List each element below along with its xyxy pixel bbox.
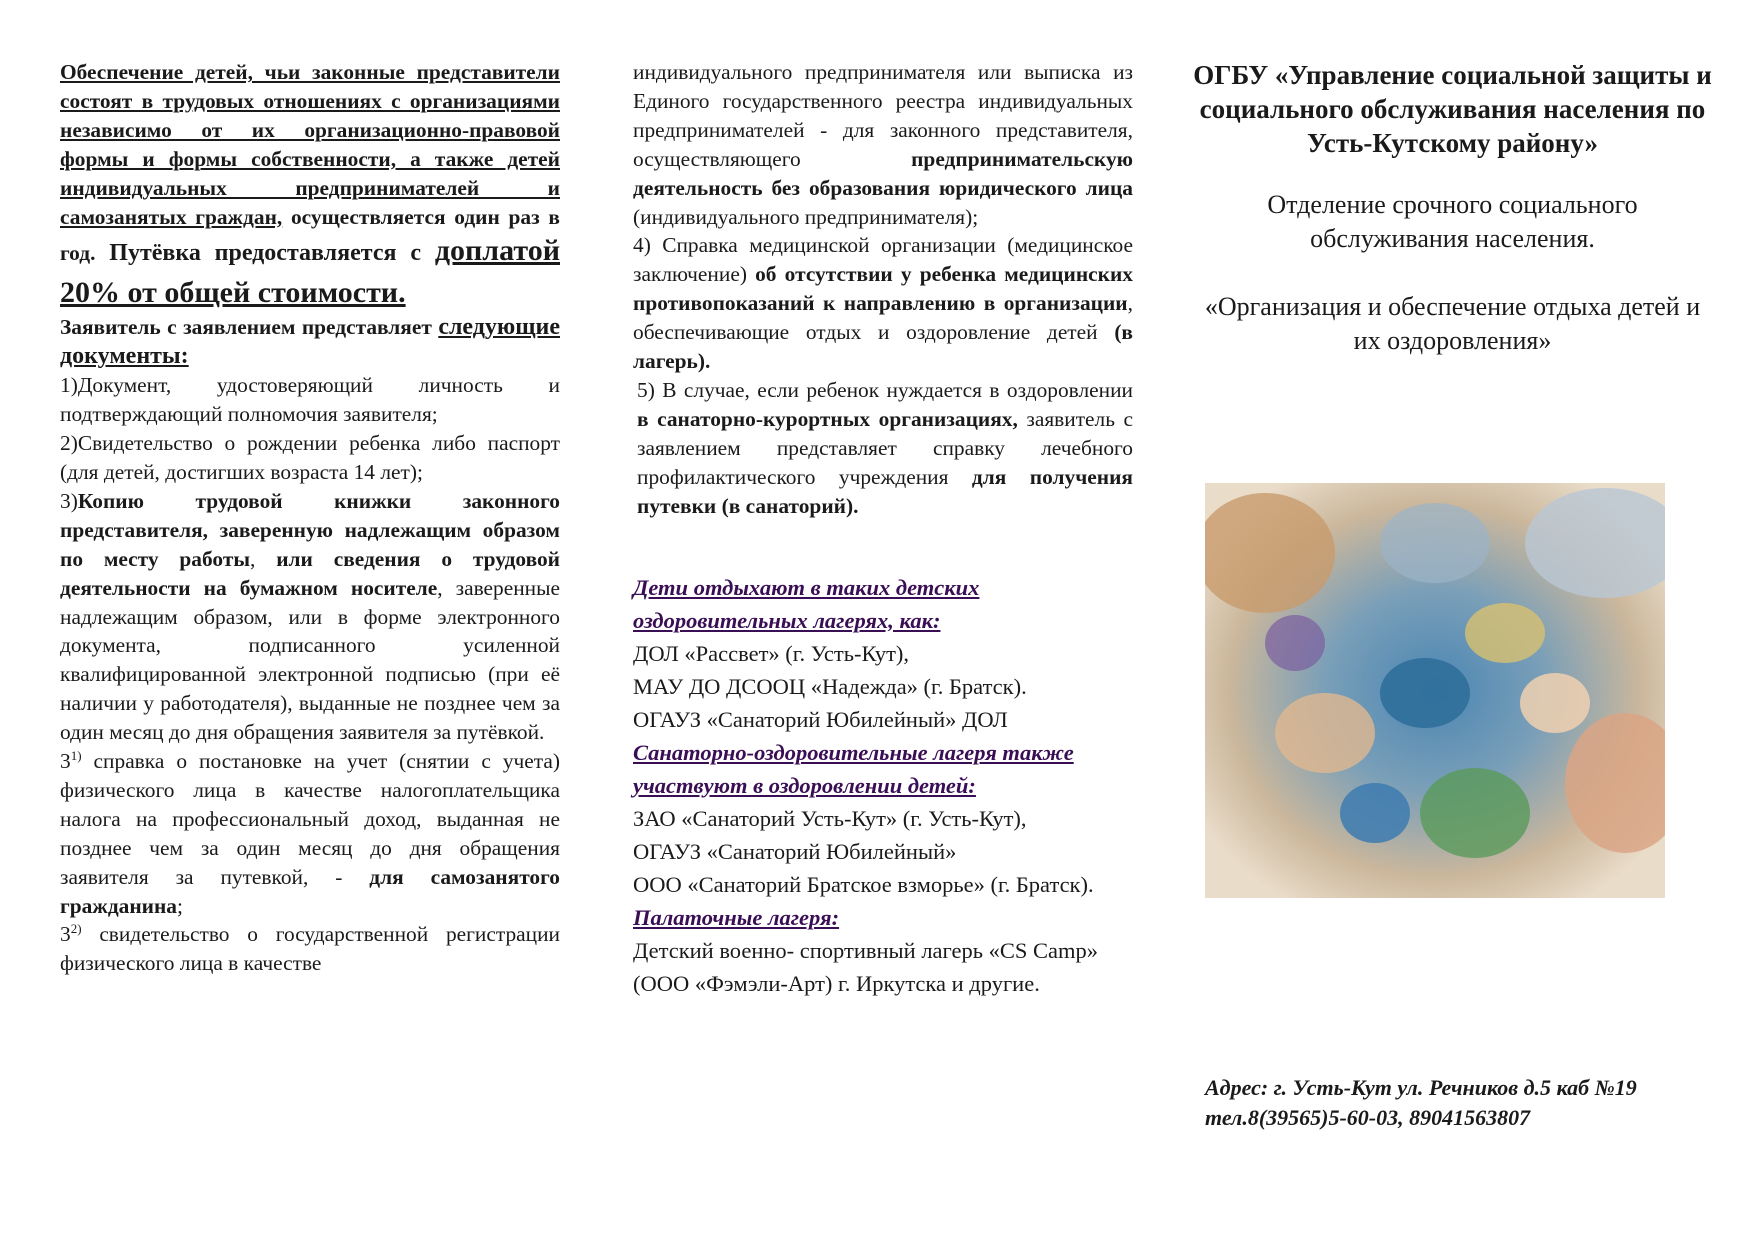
intro-paragraph — [60, 58, 560, 313]
doc-item-3-2-continued: индивидуального предпринимателя или выписка из Единого государственного реестра индивидуальных предпринимателей - для законного представителя, осуществляющего предпринимательскую деятельность без образования юридического лица (индивидуального предпринимателя); — [633, 60, 1133, 229]
camp-item: ДОЛ «Рассвет» (г. Усть-Кут), — [633, 640, 910, 666]
doc-item-5: 5) В случае, если ребенок нуждается в оздоровлении в санаторно-курортных организациях, заявитель с заявлением представляет справку лечебного профилактического учреждения для получения путевки (в санаторий). — [637, 377, 1133, 518]
eligibility-text: Обеспечение детей, чьи законные представители состоят в трудовых отношениях с организациями независимо от их организационно-правовой формы и формы собственности, а также детей индивидуальных предпринимателей и самозанятых граждан, — [60, 60, 560, 229]
doc-item-4: 4) Справка медицинской организации (медицинское заключение) об отсутствии у ребенка медицинских противопоказаний к направлению в организации, обеспечивающие отдых и оздоровление детей (в лагерь). — [633, 233, 1133, 374]
camp-item: ОГАУЗ «Санаторий Юбилейный» ДОЛ — [633, 706, 1008, 732]
children-photo — [1205, 483, 1665, 898]
children-hands-image — [1205, 483, 1665, 898]
sanatorium-item: ООО «Санаторий Братское взморье» (г. Братск). — [633, 871, 1094, 897]
surcharge-text: доплатой 20% от общей стоимости. — [60, 234, 560, 310]
voucher-text: Путёвка предоставляется с — [95, 240, 435, 267]
contact-address — [1205, 1073, 1725, 1133]
doc-item-1: 1)Документ, удостоверяющий личность и подтверждающий полномочия заявителя; — [60, 373, 560, 427]
address-line: Адрес: г. Усть-Кут ул. Речников д.5 каб №19 — [1205, 1075, 1637, 1100]
department-name: Отделение срочного социального обслуживания населения. — [1267, 190, 1638, 253]
sanatorium-heading: Санаторно-оздоровительные лагеря также участвуют в оздоровлении детей: — [633, 739, 1074, 798]
doc-item-3-1: 3$^{1)}$ справка о постановке на учет (снятии с учета) физического лица в качестве налогоплательщика налога на профессиональный доход, выданная не позднее чем за один месяц до дня обращения заявителя за путевкой, - для самозанятого гражданина; — [60, 747, 560, 918]
sanatorium-item: ЗАО «Санаторий Усть-Кут» (г. Усть-Кут), — [633, 805, 1027, 831]
tent-camp-item: Детский военно- спортивный лагерь «CS Camp» (ООО «Фэмэли-Арт) г. Иркутска и другие. — [633, 937, 1098, 996]
tent-camps-heading: Палаточные лагеря: — [633, 904, 840, 930]
phone-line: тел.8(39565)5-60-03, 89041563807 — [1205, 1105, 1531, 1130]
column-right — [1190, 58, 1715, 358]
doc-item-3: 3)Копию трудовой книжки законного представителя, заверенную надлежащим образом по месту работы, или сведения о трудовой деятельности на бумажном носителе, заверенные надлежащим образом, или в форме электронного документа, подписанного усиленной квалифицированной электронной подписью (при её наличии у работодателя), выданные не позднее чем за один месяц до дня обращения заявителя за путёвкой. — [60, 488, 560, 745]
program-title: «Организация и обеспечение отдыха детей и их оздоровления» — [1204, 292, 1701, 355]
camps-heading: Дети отдыхают в таких детских оздоровительных лагерях, как: — [633, 574, 980, 633]
sanatorium-item: ОГАУЗ «Санаторий Юбилейный» — [633, 838, 957, 864]
column-left — [60, 58, 560, 978]
documents-heading: Заявитель с заявлением представляет следующие документы: — [60, 314, 560, 370]
column-middle — [633, 58, 1133, 1000]
organization-title: ОГБУ «Управление социальной защиты и социального обслуживания населения по Усть-Кутскому району» — [1193, 60, 1712, 158]
doc-item-2: 2)Свидетельство о рождении ребенка либо паспорт (для детей, достигших возраста 14 лет); — [60, 431, 560, 484]
camp-item: МАУ ДО ДСООЦ «Надежда» (г. Братск). — [633, 673, 1027, 699]
frequency-text: осуществляется один раз в год. — [60, 204, 560, 266]
camps-section — [633, 571, 1133, 1000]
doc-item-3-2: 3$^{2)}$ свидетельство о государственной регистрации физического лица в качестве — [60, 921, 560, 976]
